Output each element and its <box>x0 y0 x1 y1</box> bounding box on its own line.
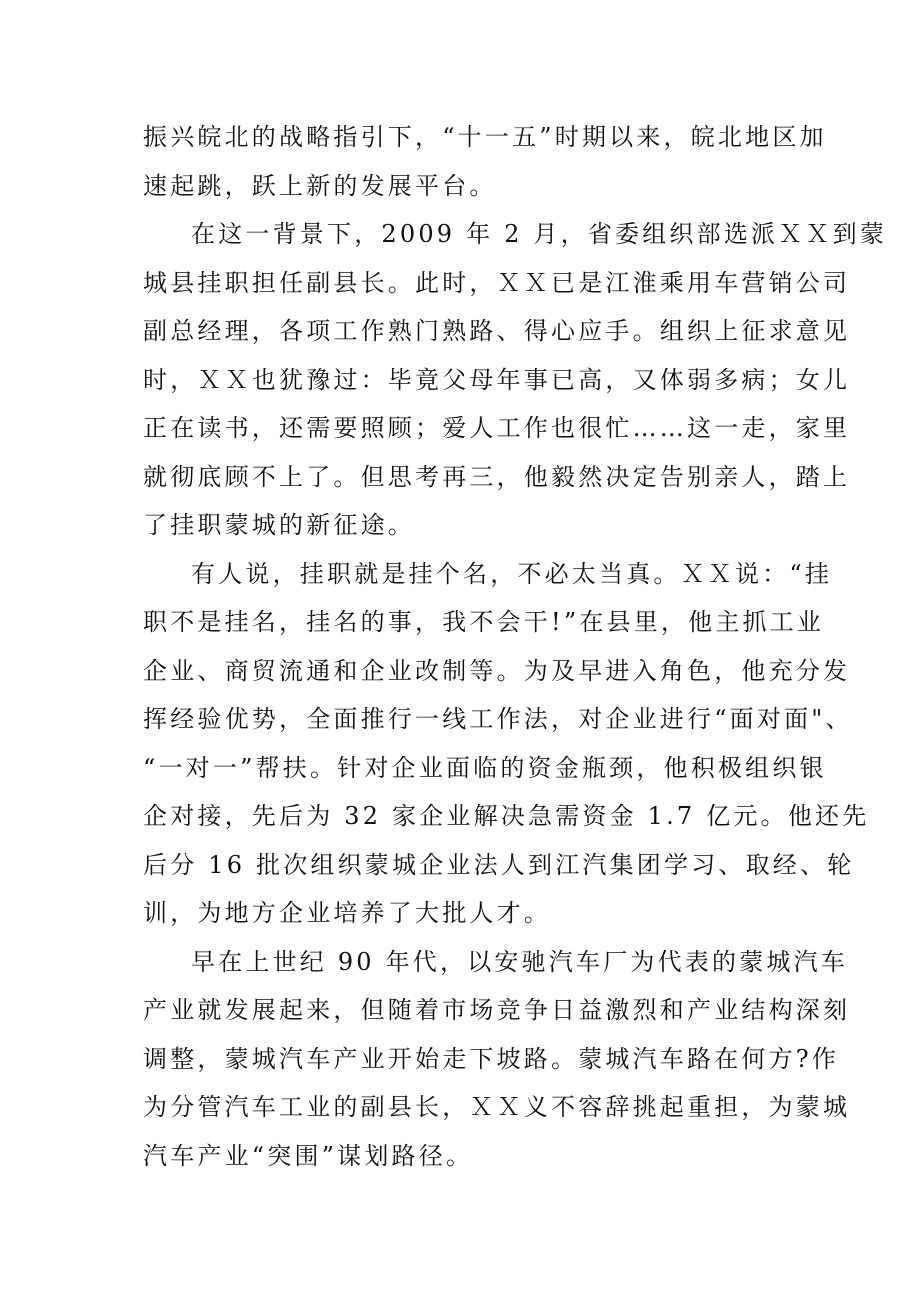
text-line: 汽车产业“突围”谋划路径。 <box>143 1141 474 1170</box>
text-line: 时，ＸＸ也犹豫过：毕竟父母年事已高，又体弱多病；女儿 <box>143 365 851 394</box>
text-line: 后分 16 批次组织蒙城企业法人到江汽集团学习、取经、轮 <box>143 850 855 879</box>
text-line: 为分管汽车工业的副县长，ＸＸ义不容辞挑起重担，为蒙城 <box>143 1093 851 1121</box>
text-line: 企对接，先后为 32 家企业解决急需资金 1.7 亿元。他还先 <box>143 802 870 830</box>
text-line: 就彻底顾不上了。但思考再三，他毅然决定告别亲人，踏上 <box>143 462 851 491</box>
text-line: 有人说，挂职就是挂个名，不必太当真。ＸＸ说：“挂 <box>191 559 833 588</box>
document-body <box>143 113 888 1180</box>
text-line: 在这一背景下，2009 年 2 月，省委组织部选派ＸＸ到蒙 <box>191 220 888 248</box>
paragraph <box>143 550 870 938</box>
text-line: 早在上世纪 90 年代，以安驰汽车厂为代表的蒙城汽车 <box>191 947 848 976</box>
text-line: “一对一”帮扶。针对企业面临的资金瓶颈，他积极组织银 <box>143 753 827 782</box>
text-line: 振兴皖北的战略指引下，“十一五”时期以来，皖北地区加 <box>143 123 827 151</box>
text-line: 正在读书，还需要照顾；爱人工作也很忙……这一走，家里 <box>143 414 851 442</box>
text-line: 速起跳，跃上新的发展平台。 <box>143 171 497 200</box>
text-line: 调整，蒙城汽车产业开始走下坡路。蒙城汽车路在何方?作 <box>143 1044 840 1073</box>
text-line: 城县挂职担任副县长。此时，ＸＸ已是江淮乘用车营销公司 <box>143 268 851 297</box>
text-line: 副总经理，各项工作熟门熟路、得心应手。组织上征求意见 <box>143 317 851 345</box>
text-line: 了挂职蒙城的新征途。 <box>143 511 415 539</box>
text-line: 产业就发展起来，但随着市场竞争日益激烈和产业结构深刻 <box>143 996 851 1024</box>
text-line: 企业、商贸流通和企业改制等。为及早进入角色，他充分发 <box>143 656 851 685</box>
paragraph <box>143 938 851 1181</box>
paragraph <box>143 113 827 210</box>
text-line: 职不是挂名，挂名的事，我不会干!”在县里，他主抓工业 <box>143 608 825 636</box>
text-line: 训，为地方企业培养了大批人才。 <box>143 899 551 927</box>
text-line: 挥经验优势，全面推行一线工作法，对企业进行“面对面"、 <box>143 705 853 733</box>
paragraph <box>143 210 888 550</box>
